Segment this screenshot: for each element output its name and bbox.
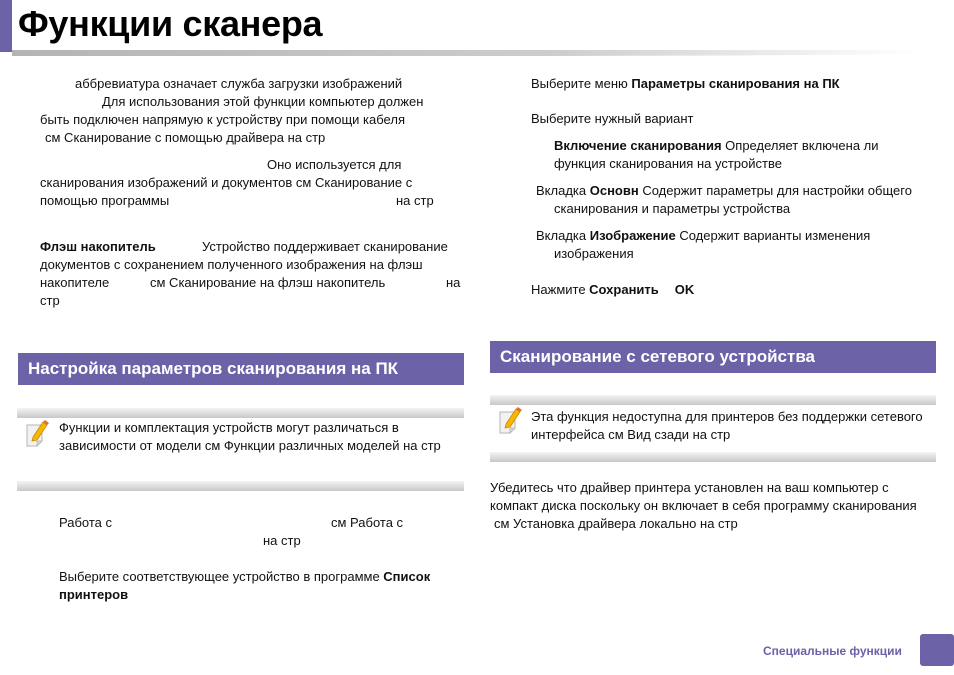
left-p1-line3: быть подключен напрямую к устройству при помощи кабеля [40, 112, 405, 127]
opt3-bold: Изображение [589, 228, 676, 243]
step3 [531, 75, 840, 93]
note-top-band [17, 408, 464, 418]
flash-bold: Флэш накопитель [40, 239, 156, 254]
right-para-line1: Убедитесь что драйвер принтера установлен на ваш компьютер с [490, 480, 889, 495]
flash-line3c: на [446, 275, 461, 290]
left-p2-line2: сканирования изображений и документов см Сканирование с [40, 175, 413, 190]
note2-bottom-band [490, 452, 936, 462]
page-title: Функции сканера [18, 3, 323, 44]
note-bottom-band [17, 481, 464, 491]
left-p1-line1: аббревиатура означает служба загрузки изображений [75, 76, 403, 91]
note1-line1: Функции и комплектация устройств могут различаться в [59, 420, 399, 435]
step1-a: Работа с [59, 515, 113, 530]
step5 [531, 281, 694, 299]
right-para-line3: см Установка драйвера локально на стр [494, 516, 738, 531]
note-pencil-icon [24, 419, 50, 447]
step3-bold: Параметры сканирования на ПК [631, 76, 840, 91]
left-p2-line3: помощью программы [40, 193, 170, 208]
flash-line1 [40, 238, 156, 256]
right-para-line2: компакт диска поскольку он включает в себя программу сканирования [490, 498, 917, 513]
flash-line4: стр [40, 293, 60, 308]
step1-c: на стр [263, 533, 301, 548]
flash-line2: документов с сохранением полученного изображения на флэш [40, 257, 423, 272]
note2-line2: интерфейса см Вид сзади на стр [531, 427, 731, 442]
opt2-pre: Вкладка [536, 183, 590, 198]
opt3-pre: Вкладка [536, 228, 590, 243]
left-p1-line4: см Сканирование с помощью драйвера на стр [45, 130, 326, 145]
page-number-box [920, 634, 954, 666]
left-p2-line3-page: на стр [396, 193, 434, 208]
opt1-line1 [554, 137, 879, 155]
opt2-bold: Основн [589, 183, 639, 198]
opt2-line1 [536, 182, 912, 200]
flash-line3b: см Сканирование на флэш накопитель [150, 275, 386, 290]
title-accent-bar [0, 0, 12, 52]
step2-line1 [59, 568, 430, 586]
flash-line3a: накопителе [40, 275, 110, 290]
step5-bold1: Сохранить [589, 282, 659, 297]
note2-line1: Эта функция недоступна для принтеров без поддержки сетевого [531, 409, 923, 424]
opt3-rest: Содержит варианты изменения [675, 228, 871, 243]
step4: Выберите нужный вариант [531, 111, 694, 126]
title-divider [12, 50, 918, 56]
step2-bold1: Список [383, 569, 431, 584]
opt3-line1 [536, 227, 870, 245]
opt1-rest: Определяет включена ли [721, 138, 879, 153]
opt1-bold: Включение сканирования [554, 138, 722, 153]
left-p2-line1: Оно используется для [267, 157, 402, 172]
step2-line2 [59, 586, 128, 604]
step5-bold2: OK [674, 282, 695, 297]
step5-text: Нажмите [531, 282, 590, 297]
section-heading-network-scan: Сканирование с сетевого устройства [490, 341, 936, 373]
note-pencil-icon [497, 406, 523, 434]
note2-top-band [490, 395, 936, 405]
step3-text: Выберите меню [531, 76, 632, 91]
opt2-line2: сканирования и параметры устройства [554, 201, 791, 216]
opt3-line2: изображения [554, 246, 634, 261]
flash-line1-rest: Устройство поддерживает сканирование [202, 239, 448, 254]
footer-section-label: Специальные функции [763, 644, 902, 658]
section-heading-pc-settings: Настройка параметров сканирования на ПК [18, 353, 464, 385]
step2-bold2: принтеров [59, 587, 129, 602]
left-p1-line2: Для использования этой функции компьютер должен [102, 94, 424, 109]
step1-b: см Работа с [331, 515, 404, 530]
opt1-line2: функция сканирования на устройстве [554, 156, 782, 171]
opt2-rest: Содержит параметры для настройки общего [638, 183, 912, 198]
note1-line2: зависимости от модели см Функции различных моделей на стр [59, 438, 441, 453]
step2-text: Выберите соответствующее устройство в программе [59, 569, 384, 584]
